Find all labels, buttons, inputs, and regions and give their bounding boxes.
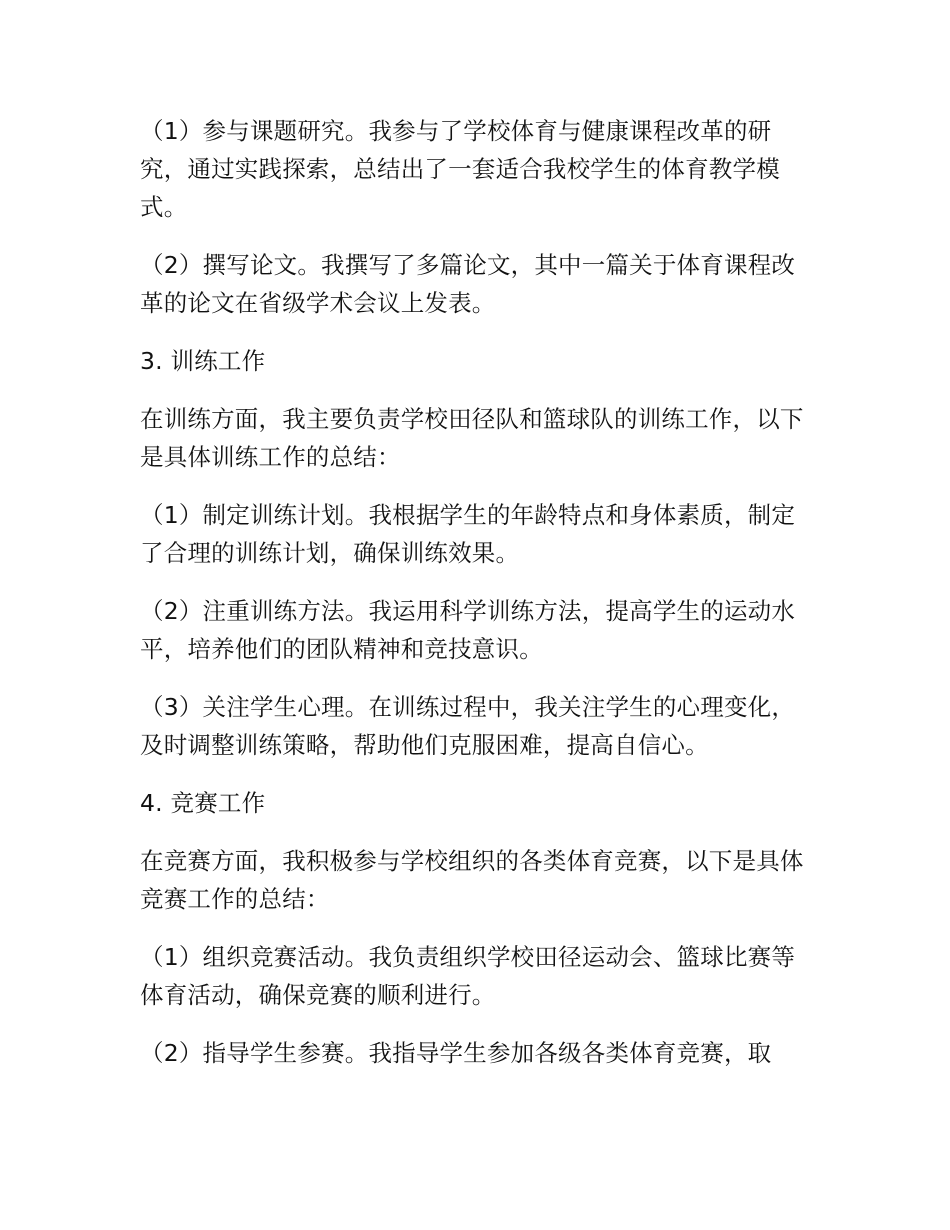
paragraph-student-psychology: （3）关注学生心理。在训练过程中，我关注学生的心理变化，及时调整训练策略，帮助他们克服困难，提高自信心。 [140, 693, 796, 759]
paragraph-papers: （2）撰写论文。我撰写了多篇论文，其中一篇关于体育课程改革的论文在省级学术会议上发表。 [140, 251, 796, 317]
paragraph-guide-students: （2）指导学生参赛。我指导学生参加各级各类体育竞赛，取 [140, 1039, 772, 1067]
paragraph-research-project: （1）参与课题研究。我参与了学校体育与健康课程改革的研究，通过实践探索，总结出了一套适合我校学生的体育教学模式。 [140, 117, 780, 221]
paragraph-competition-intro: 在竞赛方面，我积极参与学校组织的各类体育竞赛，以下是具体竞赛工作的总结： [140, 847, 804, 913]
paragraph-training-plan: （1）制定训练计划。我根据学生的年龄特点和身体素质，制定了合理的训练计划，确保训练效果。 [140, 501, 796, 567]
paragraph-training-intro: 在训练方面，我主要负责学校田径队和篮球队的训练工作，以下是具体训练工作的总结： [140, 405, 804, 471]
section-heading-competition: 4. 竞赛工作 [140, 789, 266, 817]
document-body [140, 112, 815, 1092]
paragraph-training-methods: （2）注重训练方法。我运用科学训练方法，提高学生的运动水平，培养他们的团队精神和竞技意识。 [140, 597, 796, 663]
section-heading-training: 3. 训练工作 [140, 347, 266, 375]
paragraph-organize-competitions: （1）组织竞赛活动。我负责组织学校田径运动会、篮球比赛等体育活动，确保竞赛的顺利进行。 [140, 943, 796, 1009]
